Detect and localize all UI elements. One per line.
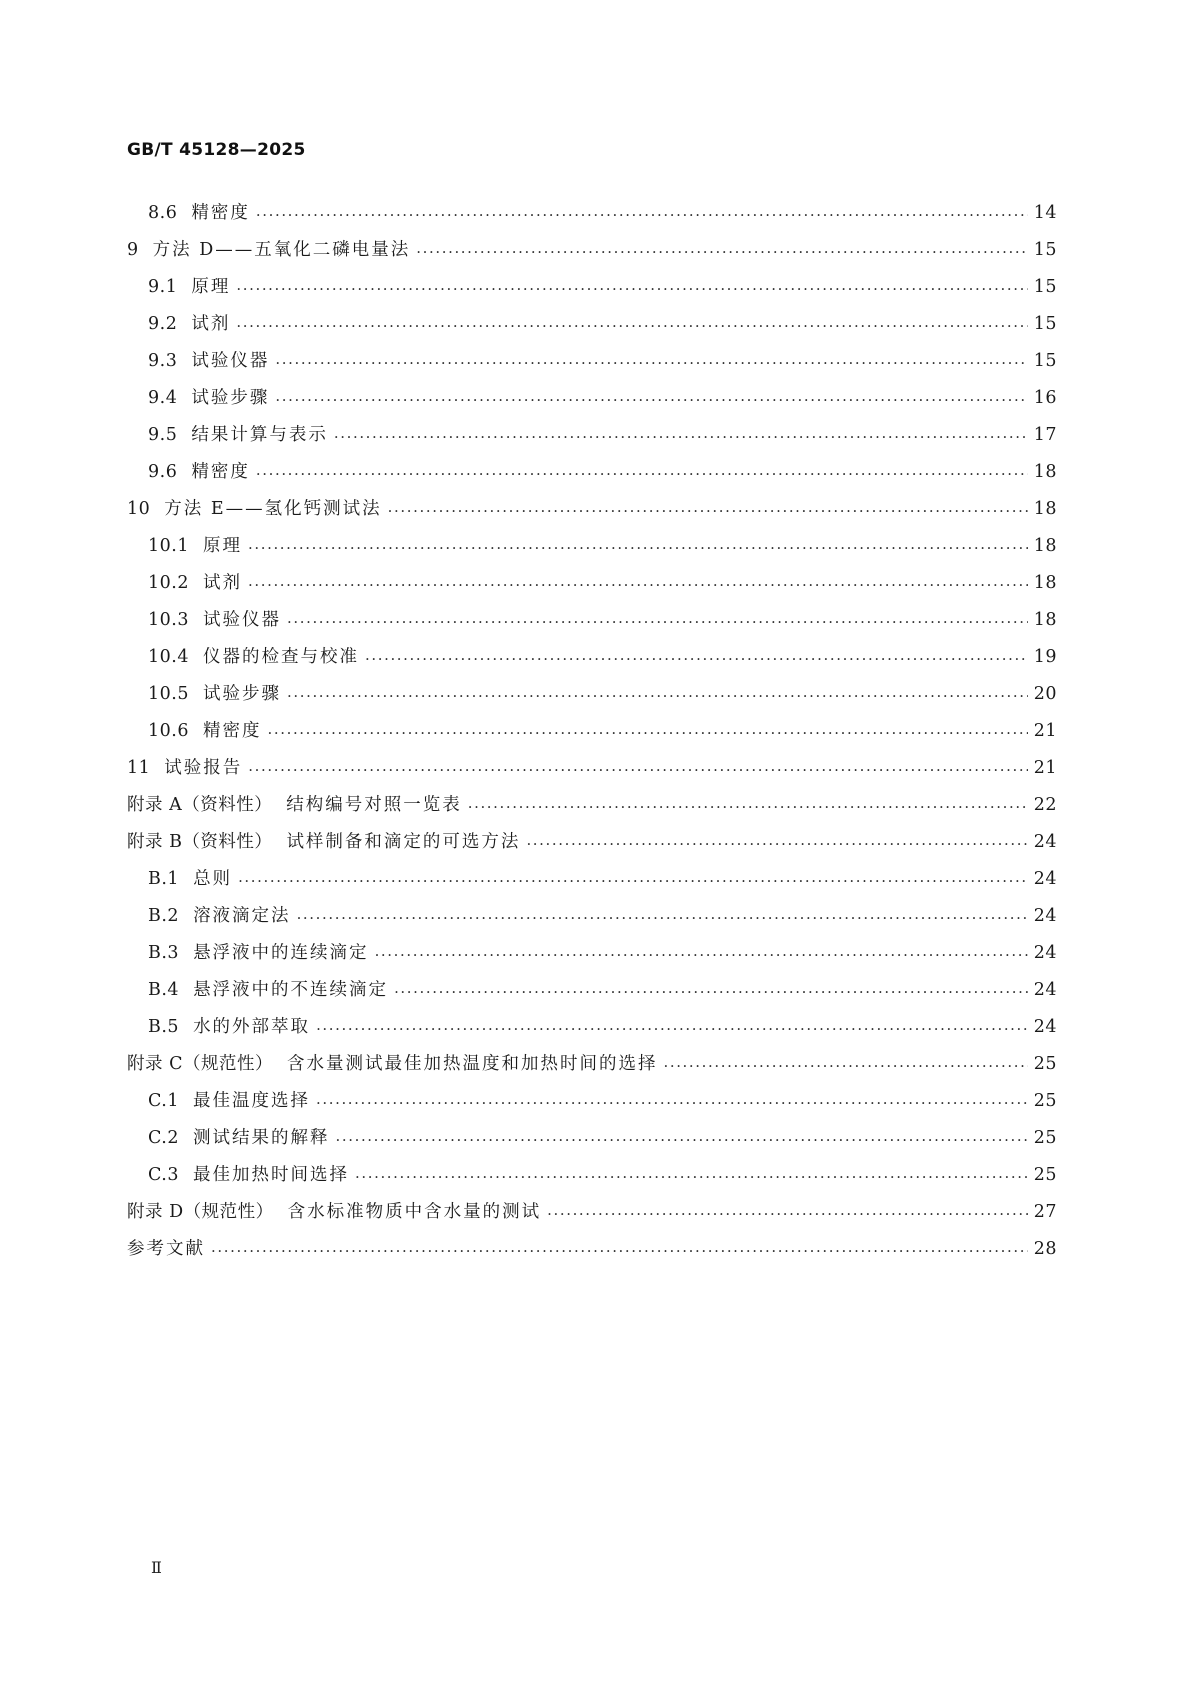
toc-entry-title: 含水标准物质中含水量的测试 xyxy=(287,1201,542,1222)
toc-entry-page: 25 xyxy=(1033,1164,1057,1185)
toc-entry-page: 15 xyxy=(1033,313,1057,334)
toc-entry[interactable] xyxy=(127,1230,1057,1267)
toc-entry[interactable] xyxy=(127,1082,1057,1119)
toc-entry-title: 悬浮液中的不连续滴定 xyxy=(193,979,389,1000)
toc-entry-number: 9.3 xyxy=(148,350,178,371)
toc-entry-number: 11 xyxy=(127,757,151,778)
toc-entry[interactable] xyxy=(127,1156,1057,1193)
toc-entry[interactable] xyxy=(127,749,1057,786)
toc-entry-page: 18 xyxy=(1033,609,1057,630)
toc-entry-page: 27 xyxy=(1033,1201,1057,1222)
toc-entry-page: 19 xyxy=(1033,646,1057,667)
toc-leader-dots xyxy=(236,315,1027,337)
toc-entry-page: 24 xyxy=(1033,942,1057,963)
toc-leader-dots xyxy=(394,981,1028,1003)
toc-entry-title: 试验仪器 xyxy=(191,350,270,371)
toc-entry-number: 10.1 xyxy=(148,535,189,556)
toc-entry-title: 试验步骤 xyxy=(191,387,270,408)
toc-entry[interactable] xyxy=(127,1045,1057,1082)
toc-entry-page: 22 xyxy=(1033,794,1057,815)
toc-entry-number: 9.6 xyxy=(148,461,178,482)
toc-leader-dots xyxy=(388,500,1028,522)
toc-entry-title: 原理 xyxy=(191,276,231,297)
toc-entry-title: 精密度 xyxy=(191,461,250,482)
toc-entry-number: 附录 D（规范性） xyxy=(127,1201,274,1222)
toc-entry-number: C.3 xyxy=(148,1164,179,1185)
toc-entry-title: 最佳加热时间选择 xyxy=(192,1164,349,1185)
toc-entry[interactable] xyxy=(127,379,1057,416)
toc-entry-title: 最佳温度选择 xyxy=(192,1090,310,1111)
toc-entry-page: 24 xyxy=(1033,979,1057,1000)
toc-leader-dots xyxy=(547,1203,1028,1225)
toc-entry-page: 15 xyxy=(1033,276,1057,297)
toc-leader-dots xyxy=(248,574,1028,596)
toc-entry-page: 24 xyxy=(1033,868,1057,889)
toc-entry-title: 溶液滴定法 xyxy=(193,905,291,926)
toc-entry-number: 9.4 xyxy=(148,387,178,408)
toc-entry-title: 试验报告 xyxy=(164,757,243,778)
toc-entry[interactable] xyxy=(127,823,1057,860)
toc-entry-title: 试剂 xyxy=(202,572,242,593)
toc-entry-page: 18 xyxy=(1033,498,1057,519)
toc-entry-title: 含水量测试最佳加热温度和加热时间的选择 xyxy=(286,1053,658,1074)
toc-entry-number: 附录 C（规范性） xyxy=(127,1053,273,1074)
toc-entry-number: 10.2 xyxy=(148,572,189,593)
toc-leader-dots xyxy=(365,648,1028,670)
toc-leader-dots xyxy=(297,907,1028,929)
toc-entry-title: 方法 E——氢化钙测试法 xyxy=(164,498,382,519)
toc-entry[interactable] xyxy=(127,638,1057,675)
toc-entry-number: C.2 xyxy=(148,1127,179,1148)
toc-entry-page: 24 xyxy=(1033,1016,1057,1037)
toc-entry-title: 仪器的检查与校准 xyxy=(202,646,359,667)
toc-leader-dots xyxy=(275,389,1027,411)
toc-leader-dots xyxy=(526,833,1027,855)
toc-entry[interactable] xyxy=(127,416,1057,453)
toc-entry[interactable] xyxy=(127,268,1057,305)
toc-entry-page: 24 xyxy=(1033,831,1057,852)
toc-entry-number: 附录 A（资料性） xyxy=(127,794,273,815)
toc-entry-number: 10 xyxy=(127,498,151,519)
toc-entry[interactable] xyxy=(127,601,1057,638)
toc-entry[interactable] xyxy=(127,897,1057,934)
toc-leader-dots xyxy=(236,278,1027,300)
toc-entry[interactable] xyxy=(127,675,1057,712)
toc-entry[interactable] xyxy=(127,490,1057,527)
toc-entry[interactable] xyxy=(127,527,1057,564)
toc-entry-page: 18 xyxy=(1033,461,1057,482)
toc-entry[interactable] xyxy=(127,453,1057,490)
toc-entry-page: 15 xyxy=(1033,350,1057,371)
toc-entry-page: 28 xyxy=(1033,1238,1057,1259)
toc-leader-dots xyxy=(416,241,1027,263)
page-number: Ⅱ xyxy=(151,1558,162,1577)
toc-entry-page: 18 xyxy=(1033,535,1057,556)
toc-entry-number: 9.5 xyxy=(148,424,178,445)
toc-entry-page: 14 xyxy=(1033,202,1057,223)
toc-entry-page: 25 xyxy=(1033,1053,1057,1074)
toc-entry-page: 25 xyxy=(1033,1090,1057,1111)
toc-entry-title: 测试结果的解释 xyxy=(192,1127,330,1148)
toc-entry-page: 17 xyxy=(1033,424,1057,445)
toc-entry[interactable] xyxy=(127,786,1057,823)
toc-entry-title: 悬浮液中的连续滴定 xyxy=(193,942,369,963)
toc-entry-title: 方法 D——五氧化二磷电量法 xyxy=(152,239,411,260)
toc-leader-dots xyxy=(275,352,1027,374)
toc-entry-title: 试样制备和滴定的可选方法 xyxy=(286,831,521,852)
toc-entry-page: 21 xyxy=(1033,757,1057,778)
toc-leader-dots xyxy=(334,426,1028,448)
toc-entry-title: 试剂 xyxy=(191,313,231,334)
toc-entry-number: 9.1 xyxy=(148,276,178,297)
toc-entry[interactable] xyxy=(127,1119,1057,1156)
toc-entry-title: 结果计算与表示 xyxy=(191,424,328,445)
toc-entry-title: 精密度 xyxy=(191,202,250,223)
toc-entry[interactable] xyxy=(127,564,1057,601)
toc-leader-dots xyxy=(267,722,1027,744)
toc-entry[interactable] xyxy=(127,305,1057,342)
toc-entry-number: B.3 xyxy=(148,942,180,963)
toc-leader-dots xyxy=(256,204,1028,226)
toc-entry-page: 18 xyxy=(1033,572,1057,593)
toc-entry-page: 24 xyxy=(1033,905,1057,926)
toc-entry[interactable] xyxy=(127,194,1057,231)
toc-entry-title: 原理 xyxy=(202,535,242,556)
toc-entry[interactable] xyxy=(127,712,1057,749)
toc-entry[interactable] xyxy=(127,342,1057,379)
toc-entry-page: 20 xyxy=(1033,683,1057,704)
toc-entry-number: 附录 B（资料性） xyxy=(127,831,273,852)
toc-leader-dots xyxy=(248,537,1028,559)
toc-entry-number: 9.2 xyxy=(148,313,178,334)
toc-leader-dots xyxy=(375,944,1028,966)
toc-entry-title: 试验步骤 xyxy=(202,683,281,704)
toc-leader-dots xyxy=(468,796,1028,818)
toc-entry-page: 21 xyxy=(1033,720,1057,741)
toc-leader-dots xyxy=(287,685,1028,707)
toc-leader-dots xyxy=(316,1018,1028,1040)
toc-entry-number: B.1 xyxy=(148,868,180,889)
toc-leader-dots xyxy=(248,759,1027,781)
toc-entry[interactable] xyxy=(127,1193,1057,1230)
toc-entry-title: 结构编号对照一览表 xyxy=(286,794,462,815)
toc-entry-title: 参考文献 xyxy=(127,1238,205,1259)
toc-leader-dots xyxy=(256,463,1028,485)
toc-entry-title: 精密度 xyxy=(202,720,262,741)
standard-code-header: GB/T 45128—2025 xyxy=(127,140,306,160)
toc-leader-dots xyxy=(335,1129,1027,1151)
toc-entry-number: 10.5 xyxy=(148,683,189,704)
toc-leader-dots xyxy=(287,611,1028,633)
toc-leader-dots xyxy=(316,1092,1028,1114)
toc-entry-number: 8.6 xyxy=(148,202,178,223)
toc-entry-page: 25 xyxy=(1033,1127,1057,1148)
toc-entry-number: B.4 xyxy=(148,979,180,1000)
toc-leader-dots xyxy=(211,1240,1028,1262)
toc-entry[interactable] xyxy=(127,860,1057,897)
toc-entry-number: 9 xyxy=(127,239,139,260)
table-of-contents xyxy=(127,194,1057,1267)
toc-entry[interactable] xyxy=(127,1008,1057,1045)
toc-entry-number: C.1 xyxy=(148,1090,179,1111)
toc-entry-number: 10.3 xyxy=(148,609,189,630)
toc-entry[interactable] xyxy=(127,971,1057,1008)
toc-entry-title: 总则 xyxy=(193,868,233,889)
toc-entry-number: 10.6 xyxy=(148,720,189,741)
toc-entry-number: B.5 xyxy=(148,1016,180,1037)
toc-entry-page: 16 xyxy=(1033,387,1057,408)
toc-entry-page: 15 xyxy=(1033,239,1057,260)
toc-entry[interactable] xyxy=(127,231,1057,268)
toc-entry[interactable] xyxy=(127,934,1057,971)
toc-entry-title: 试验仪器 xyxy=(202,609,281,630)
toc-entry-title: 水的外部萃取 xyxy=(193,1016,311,1037)
toc-leader-dots xyxy=(663,1055,1027,1077)
toc-entry-number: 10.4 xyxy=(148,646,189,667)
toc-entry-number: B.2 xyxy=(148,905,180,926)
toc-leader-dots xyxy=(238,870,1028,892)
toc-leader-dots xyxy=(355,1166,1028,1188)
